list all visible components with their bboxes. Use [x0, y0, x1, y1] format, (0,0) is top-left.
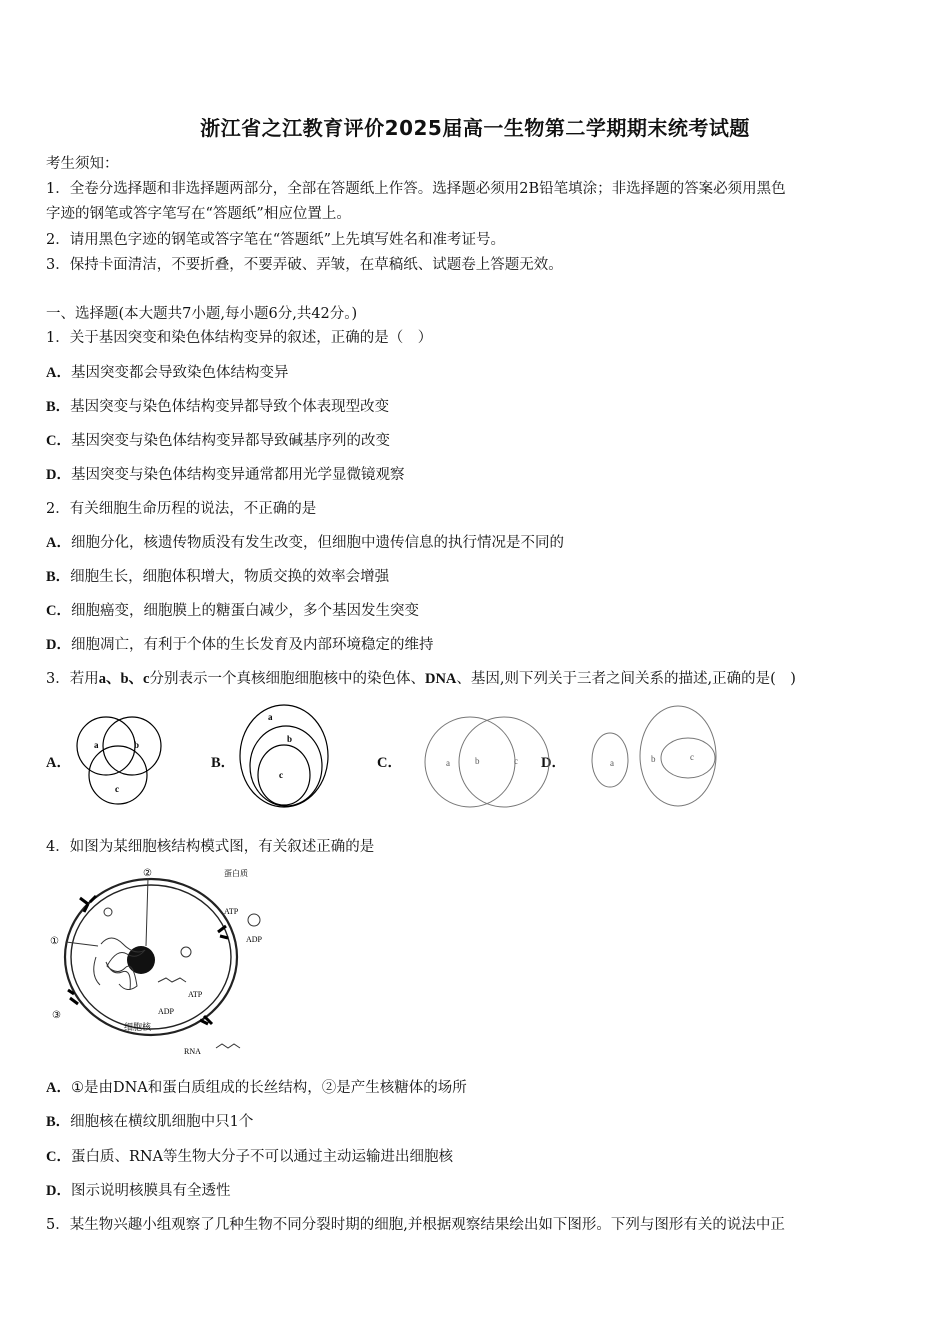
molecule-1: [181, 947, 191, 957]
q1-option-c[interactable]: C．基因突变与染色体结构变异都导致碱基序列的改变: [46, 433, 390, 449]
circle-a: [240, 705, 328, 807]
q4-option-b[interactable]: B．细胞核在横纹肌细胞中只1个: [46, 1114, 254, 1130]
q3-venn-c: [420, 712, 550, 812]
q3-option-a-label[interactable]: A．: [46, 755, 71, 771]
letter-a: a: [610, 758, 614, 768]
letter-a: a: [94, 740, 99, 750]
letter-a: a: [268, 712, 273, 722]
circle-c: [661, 738, 715, 778]
q3-venn-a: [70, 710, 170, 810]
label-atp-1: ATP: [224, 907, 239, 916]
label-nucleus: 细胞核: [124, 1022, 152, 1032]
circle-c: [459, 717, 549, 807]
pointer-2: [146, 878, 148, 946]
q1-option-b[interactable]: B．基因突变与染色体结构变异都导致个体表现型改变: [46, 399, 390, 415]
circle-a: [425, 717, 515, 807]
q2-option-a[interactable]: A．细胞分化，核遗传物质没有发生改变，但细胞中遗传信息的执行情况是不同的: [46, 535, 564, 551]
q3-option-c-label[interactable]: C．: [377, 755, 402, 771]
pointer-1: [66, 942, 98, 946]
circle-b: [250, 726, 322, 806]
pore-bottom: [200, 1016, 212, 1024]
label-2: ②: [143, 868, 152, 879]
circle-c: [89, 746, 147, 804]
label-adp-2: ADP: [158, 1007, 175, 1016]
protein-shape: [248, 914, 260, 926]
question-4-stem: 4．如图为某细胞核结构模式图，有关叙述正确的是: [46, 839, 375, 855]
q2-option-b[interactable]: B．细胞生长，细胞体积增大，物质交换的效率会增强: [46, 569, 390, 585]
circle-c: [258, 745, 310, 805]
question-5-stem: 5．某生物兴趣小组观察了几种生物不同分裂时期的细胞,并根据观察结果绘出如下图形。下列与图形有关的说法中正: [46, 1217, 785, 1233]
q2-option-c[interactable]: C．细胞癌变，细胞膜上的糖蛋白减少，多个基因发生突变: [46, 603, 419, 619]
q2-option-d[interactable]: D．细胞凋亡，有利于个体的生长发育及内部环境稳定的维持: [46, 637, 434, 653]
letter-c: c: [115, 784, 119, 794]
circle-b: [103, 717, 161, 775]
label-adp-1: ADP: [246, 935, 263, 944]
label-atp-2: ATP: [188, 990, 203, 999]
section-heading: 一、选择题(本大题共7小题,每小题6分,共42分。): [46, 306, 358, 322]
label-3: ③: [52, 1010, 61, 1021]
q3-option-d-label[interactable]: D．: [541, 755, 566, 771]
letter-b: b: [134, 740, 140, 750]
question-2-stem: 2．有关细胞生命历程的说法，不正确的是: [46, 501, 317, 517]
letter-c: c: [514, 756, 518, 766]
letter-c: c: [690, 752, 694, 762]
label-protein: 蛋白质: [224, 869, 248, 878]
nucleus-diagram: [46, 862, 286, 1062]
q4-option-a[interactable]: A．①是由DNA和蛋白质组成的长丝结构，②是产生核糖体的场所: [46, 1080, 467, 1096]
notice-item-1: 1．全卷分选择题和非选择题两部分，全部在答题纸上作答。选择题必须用2B铅笔填涂；非选择题的答案必须用黑色: [46, 181, 786, 197]
letter-b: b: [651, 754, 656, 764]
notice-item-2: 2．请用黑色字迹的钢笔或答字笔在“答题纸”上先填写姓名和准考证号。: [46, 232, 506, 248]
label-rna: RNA: [184, 1047, 201, 1056]
molecule-chain: [158, 978, 186, 982]
question-3-stem: 3．若用a、b、c分别表示一个真核细胞细胞核中的染色体、DNA、基因,则下列关于三者之间关系的描述,正确的是( ): [46, 671, 796, 687]
label-1: ①: [50, 936, 59, 947]
notice-item-3: 3．保持卡面清洁，不要折叠，不要弄破、弄皱，在草稿纸、试题卷上答题无效。: [46, 257, 563, 273]
q4-option-c[interactable]: C．蛋白质、RNA等生物大分子不可以通过主动运输进出细胞核: [46, 1149, 454, 1165]
q4-option-d[interactable]: D．图示说明核膜具有全透性: [46, 1183, 231, 1199]
question-1-stem: 1．关于基因突变和染色体结构变异的叙述，正确的是（ ）: [46, 330, 433, 346]
letter-a: a: [446, 758, 450, 768]
circle-a: [77, 717, 135, 775]
notice-heading: 考生须知：: [46, 156, 119, 172]
letter-c: c: [279, 770, 283, 780]
q3-venn-b: [236, 702, 336, 810]
molecule-2: [104, 908, 112, 916]
q1-option-a[interactable]: A．基因突变都会导致染色体结构变异: [46, 365, 289, 381]
letter-b: b: [475, 756, 480, 766]
q1-option-d[interactable]: D．基因突变与染色体结构变异通常都用光学显微镜观察: [46, 467, 405, 483]
rna-chain: [216, 1044, 240, 1048]
letter-b: b: [287, 734, 293, 744]
q3-venn-d: [588, 702, 723, 810]
notice-item-1-cont: 字迹的钢笔或答字笔写在“答题纸”相应位置上。: [46, 206, 351, 222]
q3-option-b-label[interactable]: B．: [211, 755, 236, 771]
page-title: 浙江省之江教育评价2025届高一生物第二学期期末统考试题: [200, 116, 750, 140]
